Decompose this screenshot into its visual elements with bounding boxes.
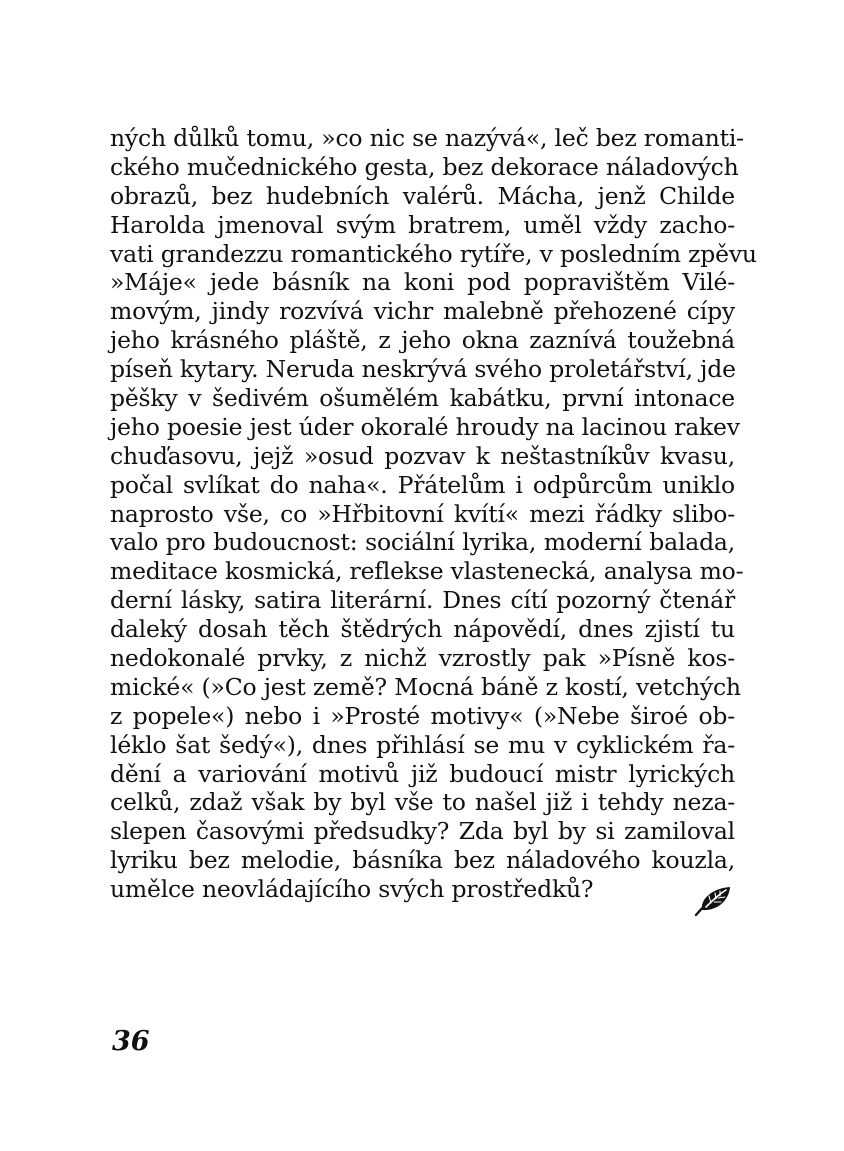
text-line: léklo šat šedý«), dnes přihlásí se mu v cyklickém řa-: [110, 730, 735, 759]
text-line: derní lásky, satira literární. Dnes cítí pozorný čtenář: [110, 586, 735, 615]
text-line: meditace kosmická, reflekse vlastenecká, analysa mo-: [110, 557, 744, 586]
text-line: lyriku bez melodie, básníka bez náladového kouzla,: [110, 846, 735, 875]
text-line: vati grandezzu romantického rytíře, v posledním zpěvu: [110, 239, 757, 268]
text-line: movým, jindy rozvívá vichr malebně přehozené cípy: [110, 297, 735, 326]
text-line: nedokonalé prvky, z nichž vzrostly pak »Písně kos-: [110, 644, 735, 673]
text-line: chuďasovu, jejž »osud pozvav k neštastníkův kvasu,: [110, 441, 735, 470]
text-line: daleký dosah těch štědrých nápovědí, dnes zjistí tu: [110, 615, 735, 644]
text-line: ných důlků tomu, »co nic se nazývá«, leč bez romanti-: [110, 124, 744, 152]
text-line: jeho krásného pláště, z jeho okna zaznívá toužebná: [110, 326, 735, 355]
text-line: jeho poesie jest úder okoralé hroudy na lacinou rakev: [110, 412, 740, 441]
text-line: z popele«) nebo i »Prosté motivy« (»Nebe široé ob-: [110, 701, 735, 730]
text-line: počal svlíkat do naha«. Přátelům i odpůrcům uniklo: [110, 470, 735, 499]
text-line: celků, zdaž však by byl vše to našel již i tehdy neza-: [110, 788, 735, 817]
leaf-ornament-icon: [692, 884, 734, 918]
text-line: mické« (»Co jest země? Mocná báně z kostí, vetchých: [110, 672, 741, 701]
text-line: pěšky v šedivém ošumělém kabátku, první intonace: [110, 384, 735, 413]
text-line: dění a variování motivů již budoucí mistr lyrických: [110, 759, 735, 788]
text-line: valo pro budoucnost: sociální lyrika, moderní balada,: [110, 528, 735, 557]
text-line: ckého mučednického gesta, bez dekorace náladových: [110, 152, 739, 181]
text-line: píseň kytary. Neruda neskrývá svého proletářství, jde: [110, 355, 736, 384]
text-line: naprosto vše, co »Hřbitovní kvítí« mezi řádky slibo-: [110, 499, 735, 528]
text-line: Harolda jmenoval svým bratrem, uměl vždy zacho-: [110, 210, 735, 239]
body-text: [110, 124, 757, 904]
text-line: obrazů, bez hudebních valérů. Mácha, jenž Childe: [110, 181, 735, 210]
page-number: 36: [112, 1026, 150, 1057]
text-line-last: umělce neovládajícího svých prostředků?: [110, 875, 594, 904]
text-line: »Máje« jede básník na koni pod popravištěm Vilé-: [110, 268, 735, 297]
text-line: slepen časovými předsudky? Zda byl by si zamiloval: [110, 817, 735, 846]
